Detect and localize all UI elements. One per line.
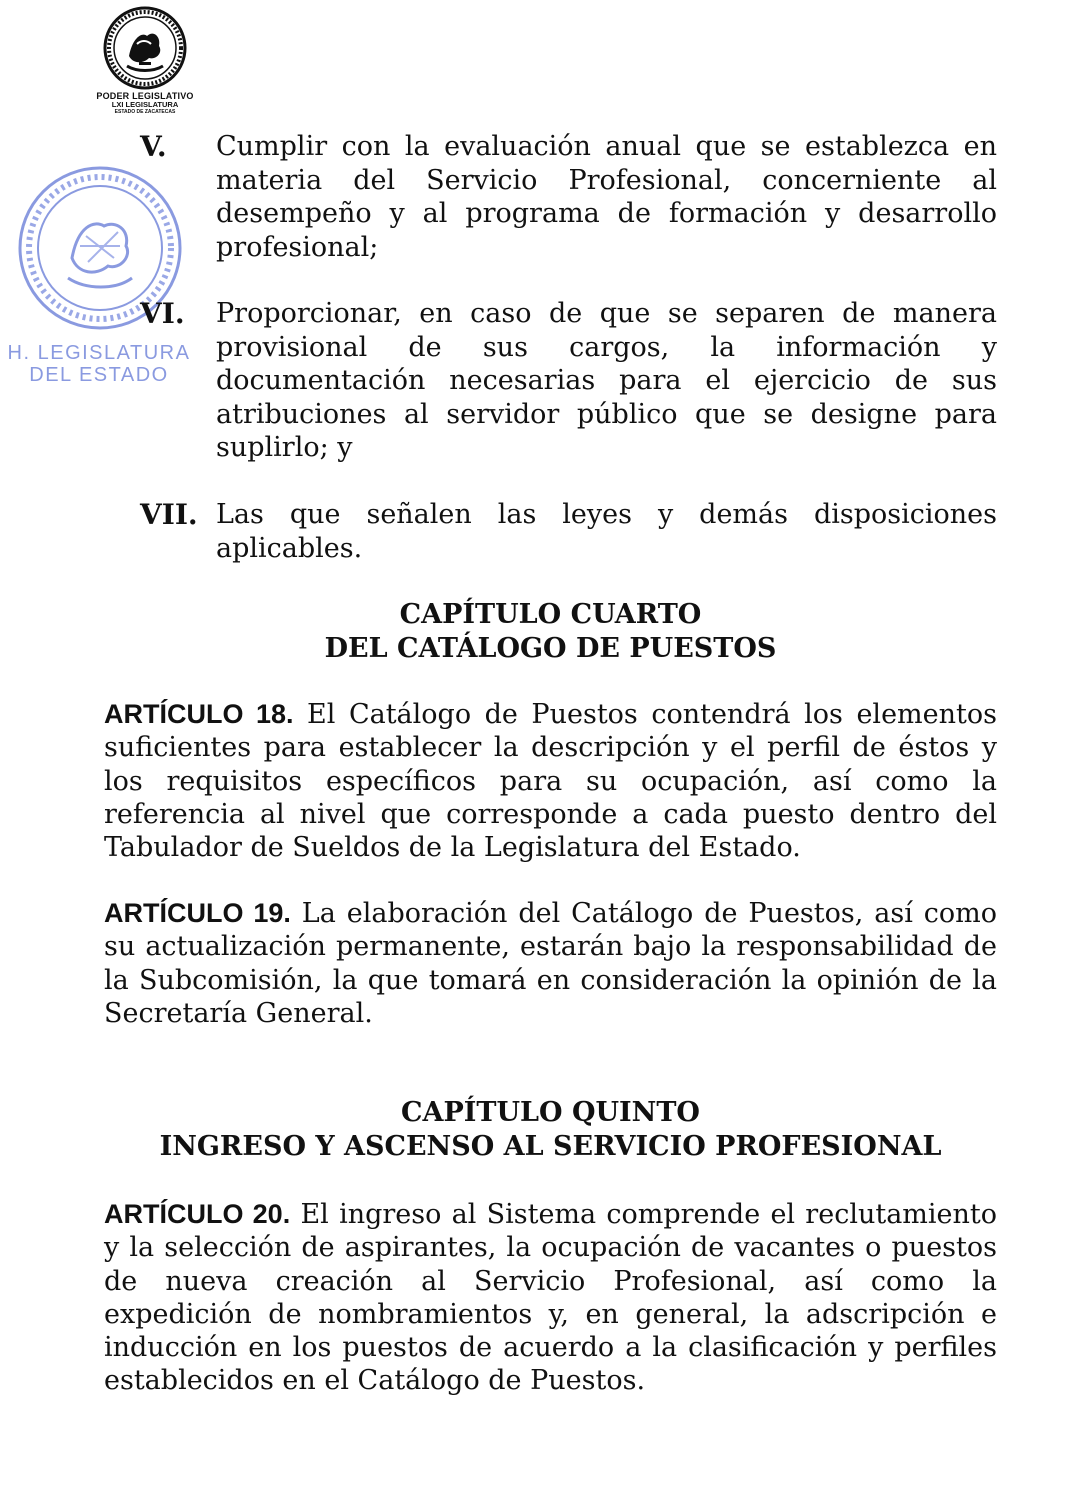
- article-text: La elaboración del Catálogo de Puestos, así como su actualización permanente, estarán bajo la responsabilidad de la Subcomisión, la que tomará en consideración la opinión de la Secretaría General.: [104, 898, 997, 1029]
- coat-of-arms-icon: [103, 6, 187, 90]
- item-text: Proporcionar, en caso de que se separen de manera provisional de sus cargos, la información y documentación necesarias para el ejercicio de sus atribuciones al servidor público que se designe para suplirlo; y: [216, 298, 997, 463]
- item-numeral: VII.: [140, 498, 198, 531]
- header-emblem: [90, 6, 200, 116]
- article-text: El ingreso al Sistema comprende el reclutamiento y la selección de aspirantes, la ocupación de vacantes o puestos de nueva creación al Servicio Profesional, así como la expedición de nombramientos y, en general, la adscripción e inducción en los puestos de acuerdo a la clasificación y perfiles establecidos en el Catálogo de Puestos.: [104, 1199, 997, 1397]
- chapter-title: CAPÍTULO QUINTO: [401, 1097, 700, 1128]
- chapter-title: CAPÍTULO CUARTO: [399, 599, 702, 630]
- state-name: ESTADO DE ZACATECAS: [114, 109, 176, 115]
- article-paragraph: [104, 1198, 997, 1398]
- list-item: [140, 130, 997, 264]
- stamp-line-1: H. LEGISLATURA: [7, 342, 191, 364]
- article-label: ARTÍCULO 20.: [104, 1199, 291, 1229]
- item-text: Cumplir con la evaluación anual que se establezca en materia del Servicio Profesional, concerniente al desempeño y al programa de formación y desarrollo profesional;: [216, 131, 997, 263]
- article-paragraph: [104, 698, 997, 864]
- article-paragraph: [104, 897, 997, 1030]
- item-numeral: V.: [140, 130, 167, 163]
- chapter-heading: [104, 598, 997, 666]
- article-label: ARTÍCULO 19.: [104, 898, 291, 928]
- chapter-subtitle: DEL CATÁLOGO DE PUESTOS: [324, 633, 777, 664]
- stamp-line-2: DEL ESTADO: [29, 364, 169, 386]
- list-item: [140, 297, 997, 465]
- list-item: [140, 498, 997, 565]
- item-numeral: VI.: [140, 297, 185, 330]
- article-label: ARTÍCULO 18.: [104, 699, 294, 729]
- institution-name: PODER LEGISLATIVO: [96, 91, 194, 101]
- item-text: Las que señalen las leyes y demás disposiciones aplicables.: [216, 499, 997, 564]
- legislature-name: LXI LEGISLATURA: [111, 100, 179, 109]
- article-text: El Catálogo de Puestos contendrá los elementos suficientes para establecer la descripción y el perfil de éstos y los requisitos específicos para su ocupación, así como la referencia al nivel que corresponde a cada puesto dentro del Tabulador de Sueldos de la Legislatura del Estado.: [104, 699, 997, 864]
- chapter-heading: [104, 1096, 997, 1164]
- chapter-subtitle: INGRESO Y ASCENSO AL SERVICIO PROFESIONAL: [159, 1131, 942, 1162]
